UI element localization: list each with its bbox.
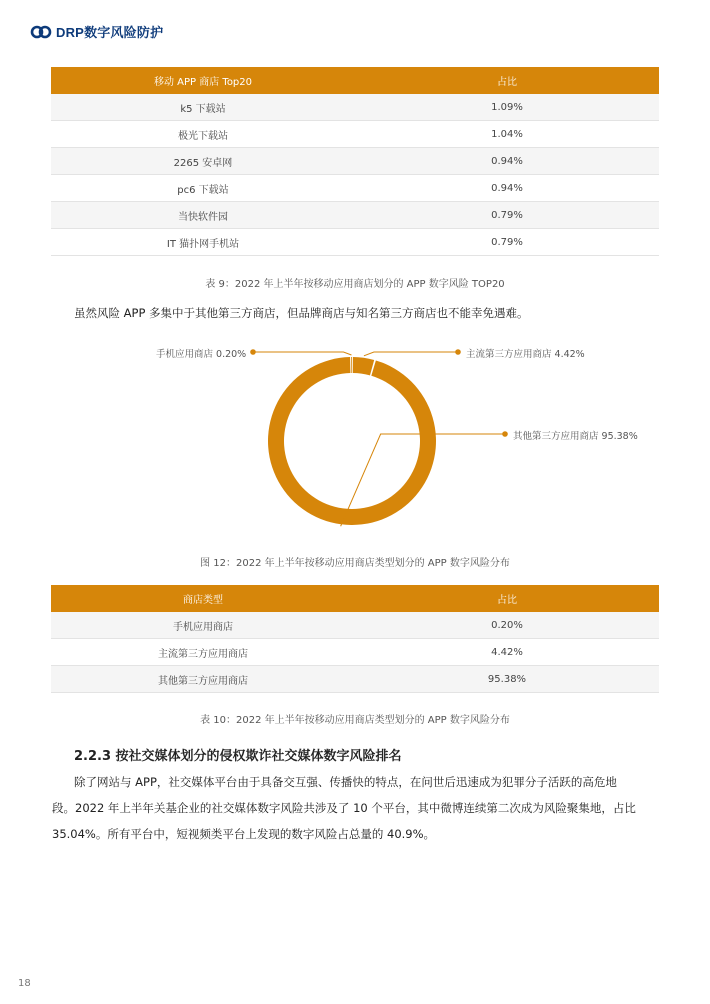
- pie-label-other-store: 其他第三方应用商店 95.38%: [513, 431, 638, 442]
- table-cell: 0.79%: [355, 229, 659, 256]
- table-header-cell: 占比: [355, 585, 659, 612]
- table-cell: 主流第三方应用商店: [51, 639, 355, 666]
- table-cell: 0.94%: [355, 175, 659, 202]
- table-cell: 1.09%: [355, 94, 659, 121]
- section-para-line-2: 段。2022 年上半年关基企业的社交媒体数字风险共涉及了 10 个平台，其中微博连续第二次成为风险聚集地，占比: [52, 801, 636, 815]
- leader-dot-other-store: [502, 431, 508, 437]
- logo-drp: DRP: [56, 25, 85, 40]
- leader-line-mainstream-store: [364, 352, 458, 356]
- logo: [30, 22, 163, 41]
- table-header-cell: 占比: [355, 67, 659, 94]
- table-row: [51, 94, 659, 121]
- drp-logo-icon: [30, 25, 52, 39]
- section-heading: 2.2.3 按社交媒体划分的侵权欺诈社交媒体数字风险排名: [74, 749, 402, 764]
- pie-label-phone-store: 手机应用商店 0.20%: [156, 349, 247, 360]
- section-para-line-1: 除了网站与 APP，社交媒体平台由于具备交互强、传播快的特点，在问世后迅速成为犯罪分子活跃的高危地: [74, 775, 617, 789]
- table-cell: 极光下载站: [51, 121, 355, 148]
- table-cell: 0.94%: [355, 148, 659, 175]
- table-cell: 1.04%: [355, 121, 659, 148]
- table-header-cell: 移动 APP 商店 Top20: [51, 67, 355, 94]
- table-row: [51, 148, 659, 175]
- table-row: [51, 639, 659, 666]
- table-cell: 95.38%: [355, 666, 659, 693]
- figure-12-caption: 图 12：2022 年上半年按移动应用商店类型划分的 APP 数字风险分布: [200, 558, 510, 569]
- table-header-cell: 商店类型: [51, 585, 355, 612]
- donut-slice-phone-store: [351, 357, 352, 373]
- table-row: [51, 229, 659, 256]
- leader-dot-phone-store: [250, 349, 256, 355]
- table-row: [51, 121, 659, 148]
- leader-line-phone-store: [253, 352, 351, 355]
- leader-dot-mainstream-store: [455, 349, 461, 355]
- table-header-row: [51, 67, 659, 94]
- table-cell: pc6 下载站: [51, 175, 355, 202]
- table-row: [51, 175, 659, 202]
- table-cell: 0.20%: [355, 612, 659, 639]
- table-9: [51, 67, 659, 256]
- table-row: [51, 202, 659, 229]
- table-cell: 4.42%: [355, 639, 659, 666]
- section-para-line-3: 35.04%。所有平台中，短视频类平台上发现的数字风险占总量的 40.9%。: [52, 827, 436, 841]
- logo-text: [56, 22, 163, 41]
- table-row: [51, 612, 659, 639]
- table-10: [51, 585, 659, 693]
- donut-slice-mainstream-store: [353, 357, 374, 375]
- table-cell: k5 下载站: [51, 94, 355, 121]
- table-cell: 2265 安卓网: [51, 148, 355, 175]
- logo-cn: 数字风险防护: [84, 25, 164, 40]
- table-cell: 手机应用商店: [51, 612, 355, 639]
- table-cell: 0.79%: [355, 202, 659, 229]
- table-9-caption: 表 9：2022 年上半年按移动应用商店划分的 APP 数字风险 TOP20: [205, 279, 505, 290]
- table-row: [51, 666, 659, 693]
- table-10-caption: 表 10：2022 年上半年按移动应用商店类型划分的 APP 数字风险分布: [200, 715, 510, 726]
- pie-label-mainstream-store: 主流第三方应用商店 4.42%: [466, 349, 585, 360]
- table-cell: 当快软件园: [51, 202, 355, 229]
- table-cell: 其他第三方应用商店: [51, 666, 355, 693]
- table-cell: IT 猫扑网手机站: [51, 229, 355, 256]
- page-number: 18: [18, 978, 31, 989]
- intro-paragraph: 虽然风险 APP 多集中于其他第三方商店，但品牌商店与知名第三方商店也不能幸免遇难。: [74, 306, 529, 320]
- table-header-row: [51, 585, 659, 612]
